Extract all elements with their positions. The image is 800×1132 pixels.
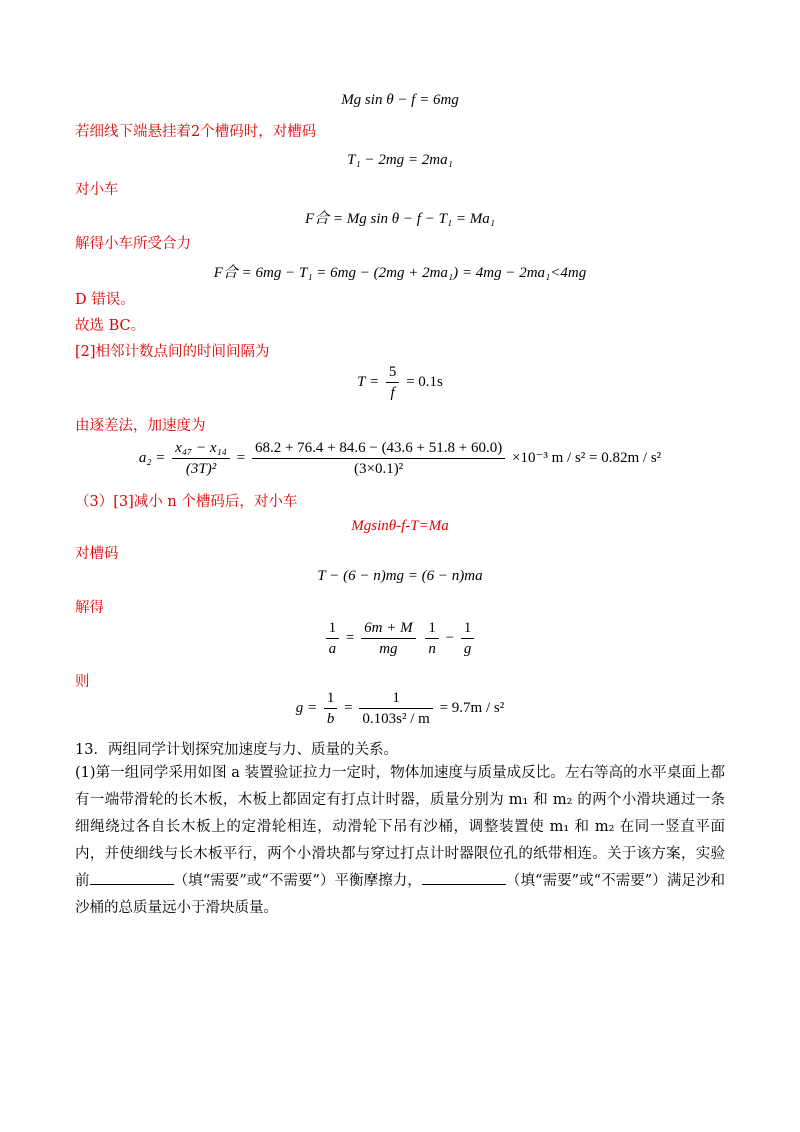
question-13-text-c: （填“需要”或“不需要”）满足沙和沙桶的总质量远小于滑块质量。 [75,873,726,916]
equation-net-force: F合 = 6mg − T₁ = 6mg − (2mg + 2ma₁) = 4mg − 2ma₁<4mg [213,265,587,281]
text-net-force: 解得小车所受合力 [75,236,191,252]
equation-force-balance: Mg sin θ − f = 6mg [341,92,459,108]
text-d-wrong: D 错误。 [75,292,135,308]
answer-blank-1[interactable] [90,870,174,885]
text-then: 则 [75,674,90,690]
equation-acceleration: a₂ = $\frac{\text{x₄₇ − x₁₄}}{\text{(3T)²}}$ = $\frac{68.2 + 76.4 + 84.6 - (43.6 + 51.8 + 60.0)}{\text{(3×0.1)²}}$ ×10⁻³ m / s² = 0.82m / s² [138,440,662,477]
equation-inverse-acceleration: $\frac{1}{a}$ = $\frac{6m + M}{mg}$ $\frac{1}{n}$ − $\frac{1}{g}$ [0,618,800,659]
text-for-cart: 对小车 [75,182,119,198]
text-successive-difference: 由逐差法，加速度为 [75,418,206,434]
text-two-weights: 若细线下端悬挂着2个槽码时，对槽码 [75,124,317,140]
question-13-title: 13．两组同学计划探究加速度与力、质量的关系。 [75,742,398,758]
equation-period: T = $\frac{5}{f}$ = 0.1s [357,364,443,401]
text-for-weights: 对槽码 [75,546,119,562]
text-solve: 解得 [75,600,104,616]
equation-cart: F合 = Mg sin θ − f − T₁ = Ma₁ [305,211,495,227]
equation-gravity: g = $\frac{1}{b}$ = $\frac{1}{\text{0.103s² / m}}$ = 9.7m / s² [295,690,505,727]
equation-weights-reduced: T − (6 − n)mg = (6 − n)ma [317,568,483,584]
question-13-text-b: （填“需要”或“不需要”）平衡摩擦力， [173,873,422,889]
text-choose-bc: 故选 BC。 [75,318,146,334]
text-time-interval: [2]相邻计数点间的时间间隔为 [75,344,270,360]
question-13-text-a: (1)第一组同学采用如图 a 装置验证拉力一定时，物体加速度与质量成反比。左右等高的水平桌面上都有一端带滑轮的长木板，木板上都固定有打点计时器，质量分别为 m₁ 和 m₂ 的两个小滑块通过一条细绳绕过各自长木板上的定滑轮相连，动滑轮下吊有沙桶，调整装置使 m₁ 和 m₂ 在同一竖直平面内，并使细线与长木板平行，两个小滑块都与穿过打点计时器限位孔的纸带相连。关于该方案，实验前 [75,765,725,889]
answer-blank-2[interactable] [422,870,506,885]
equation-weights: T₁ − 2mg = 2ma₁ [347,152,453,168]
equation-cart-reduced: Mgsinθ-f-T=Ma [351,518,449,534]
text-reduce-weights: （3）[3]减小 n 个槽码后，对小车 [75,494,298,510]
question-13-part-1 [75,760,725,922]
